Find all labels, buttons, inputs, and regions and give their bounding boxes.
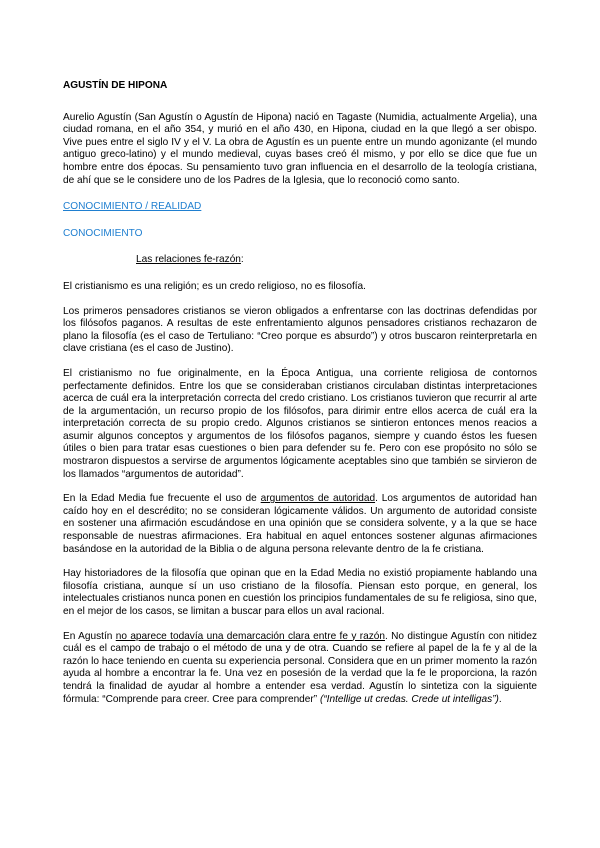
subheading-colon: : <box>240 254 244 266</box>
paragraph-agustin-fe-razon <box>63 631 537 707</box>
section-heading-conocimiento: CONOCIMIENTO <box>63 227 143 239</box>
subheading-row <box>63 254 537 267</box>
p6-text-after: . No distingue Agustín con nitidez cuál es el campo de trabajo o el método de una y de otra. Cuando se refiere al papel de la fe y al de la razón lo hace teniendo en cuenta su experiencia personal. Considera que en un primer momento la razón ayuda al hombre a encontrar la fe. Una vez en posesión de la verdad que la fe le proporciona, la razón tendrá la finalidad de ayudar al hombre a entender esa verdad. Agustín lo sintetiza con la siguiente fórmula: “Comprende para creer. Cree para comprender” <box>63 630 537 705</box>
paragraph-first-thinkers: Los primeros pensadores cristianos se vieron obligados a enfrentarse con las doctrinas defendidas por los filósofos paganos. A resultas de este enfrentamiento algunos pensadores cristianos rechazaron de plano la filosofía (es el caso de Tertuliano: “Creo porque es absurdo”) y otros buscaron reinterpretarla en clave cristiana (es el caso de Justino). <box>63 305 537 355</box>
p6-text-before: En Agustín <box>63 630 116 642</box>
paragraph-religion: El cristianismo es una religión; es un credo religioso, no es filosofía. <box>63 280 366 292</box>
intro-paragraph: Aurelio Agustín (San Agustín o Agustín de Hipona) nació en Tagaste (Numidia, actualmente Argelia), una ciudad romana, en el año 354, y murió en el año 430, en Hipona, ciudad en la que llegó a ser obispo. Vive pues entre el siglo IV y el V. La obra de Agustín es un puente entre un mundo agonizante (el mundo antiguo greco-latino) y el mundo medieval, cuyas bases creó él mismo, y por ello se dice que fue un hombre entre dos épocas. Su pensamiento tuvo gran influencia en el desarrollo de la teología cristiana, de ahí que se le considere uno de los Padres de la Iglesia, que lo reconoció como santo. <box>63 111 537 186</box>
p4-text-before: En la Edad Media fue frecuente el uso de <box>63 493 261 505</box>
paragraph-ancient-christianity: El cristianismo no fue originalmente, en la Época Antigua, una corriente religiosa de contornos perfectamente definidos. Entre los que se consideraban cristianos circulaban distintas interpretaciones acerca de cuál era la interpretación correcta del credo cristiano. Los cristianos tuvieron que recurrir al arte de la argumentación, un recurso propio de los filósofos, para dirimir entre ellos acerca de cuál era la interpretación correcta de su propio credo. Algunos cristianos se sintieron entonces menos reacios a asumir algunos conceptos y argumentos de los filósofos paganos, siempre y cuando éstos les fuesen útiles o bien para tratar esas cuestiones o bien para defender su fe. Pero con ese propósito no sólo se mostraron dispuestos a servirse de argumentos lógicamente aceptables sino que también se sirvieron de los llamados “argumentos de autoridad”. <box>63 367 537 480</box>
p4-text-after: . Los argumentos de autoridad han caído hoy en el descrédito; no se consideran lógicamente válidos. Un argumento de autoridad consiste en sostener una afirmación escudándose en una opinión que se considera solvente, y a la que se hace responsable de nuestras afirmaciones. Era habitual en aquel entonces sostener algunas afirmaciones basándose en la autoridad de la Biblia o de alguna persona relevante dentro de la fe cristiana. <box>63 493 538 555</box>
p6-latin-quote: (“Intellige ut credas. Crede ut intelligas”) <box>319 693 499 705</box>
section-link-conocimiento-realidad[interactable]: CONOCIMIENTO / REALIDAD <box>63 201 202 213</box>
p6-text-end: . <box>498 693 502 705</box>
p6-underlined-phrase: no aparece todavía una demarcación clara entre fe y razón <box>115 630 385 642</box>
p4-underlined-phrase: argumentos de autoridad <box>260 493 376 505</box>
subheading-fe-razon: Las relaciones fe-razón <box>136 254 241 266</box>
document-title: AGUSTÍN DE HIPONA <box>63 80 168 91</box>
paragraph-authority-arguments <box>63 493 537 556</box>
document-page <box>63 80 537 706</box>
paragraph-historians: Hay historiadores de la filosofía que opinan que en la Edad Media no existió propiamente hablando una filosofía cristiana, aunque sí un uso cristiano de la filosofía. Piensan esto porque, en general, los intelectuales cristianos nunca ponen en cuestión los principios fundamentales de su fe religiosa, sino que, en el mejor de los casos, se limitan a buscar para ellos un aval racional. <box>63 568 537 617</box>
